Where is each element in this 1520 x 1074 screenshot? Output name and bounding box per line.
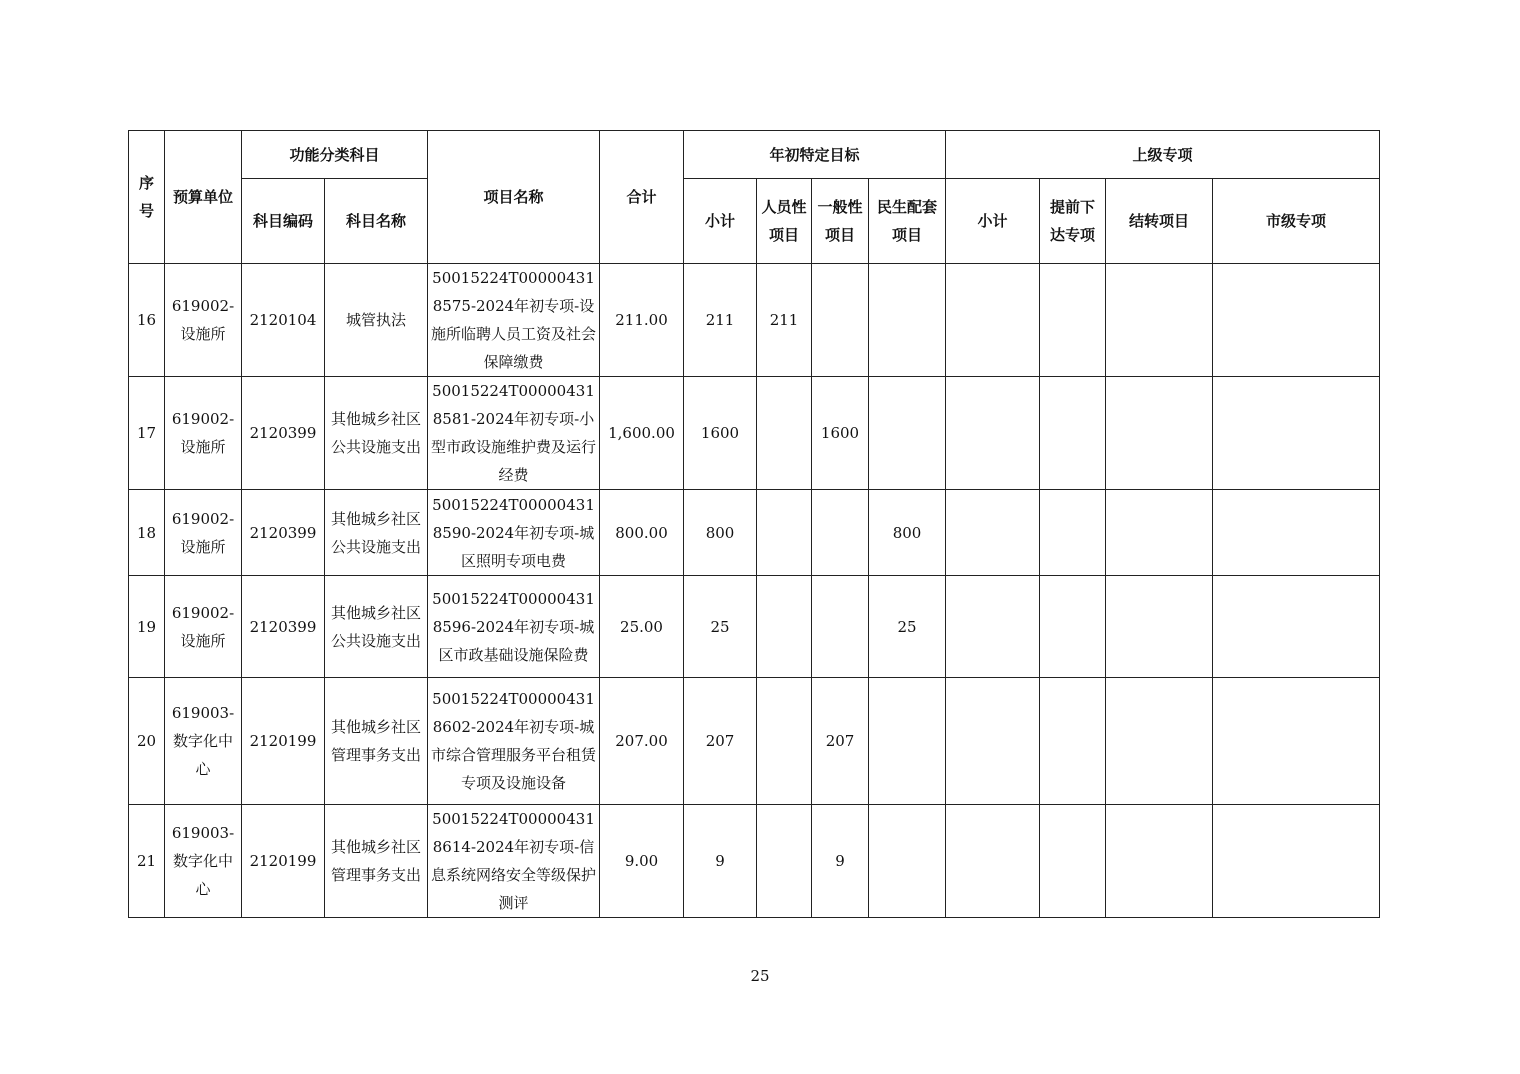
cell-livelihood: 25 bbox=[869, 576, 946, 678]
cell-code: 2120399 bbox=[242, 576, 325, 678]
cell-total: 9.00 bbox=[600, 805, 684, 918]
budget-table bbox=[128, 130, 1380, 918]
cell-carryover bbox=[1106, 678, 1213, 805]
cell-municipal bbox=[1213, 678, 1380, 805]
cell-project: 50015224T000004318602-2024年初专项-城市综合管理服务平台租赁专项及设施设备 bbox=[428, 678, 600, 805]
cell-general: 207 bbox=[812, 678, 869, 805]
table-row bbox=[129, 678, 1380, 805]
cell-unit: 619002-设施所 bbox=[165, 576, 242, 678]
cell-subtotal: 1600 bbox=[684, 377, 757, 490]
cell-advance bbox=[1040, 678, 1106, 805]
cell-livelihood bbox=[869, 264, 946, 377]
cell-superior-subtotal bbox=[946, 678, 1040, 805]
cell-total: 25.00 bbox=[600, 576, 684, 678]
cell-advance bbox=[1040, 490, 1106, 576]
cell-unit: 619003-数字化中心 bbox=[165, 678, 242, 805]
cell-subtotal: 800 bbox=[684, 490, 757, 576]
cell-total: 1,600.00 bbox=[600, 377, 684, 490]
header-superior: 上级专项 bbox=[946, 131, 1380, 179]
cell-livelihood: 800 bbox=[869, 490, 946, 576]
header-unit: 预算单位 bbox=[165, 131, 242, 264]
cell-livelihood bbox=[869, 678, 946, 805]
table-row bbox=[129, 576, 1380, 678]
page-number: 25 bbox=[750, 967, 770, 985]
cell-municipal bbox=[1213, 805, 1380, 918]
header-livelihood: 民生配套项目 bbox=[869, 179, 946, 264]
cell-subtotal: 211 bbox=[684, 264, 757, 377]
cell-superior-subtotal bbox=[946, 576, 1040, 678]
cell-total: 211.00 bbox=[600, 264, 684, 377]
header-target-subtotal: 小计 bbox=[684, 179, 757, 264]
cell-superior-subtotal bbox=[946, 264, 1040, 377]
table-row bbox=[129, 805, 1380, 918]
cell-subtotal: 9 bbox=[684, 805, 757, 918]
header-carryover: 结转项目 bbox=[1106, 179, 1213, 264]
header-general: 一般性项目 bbox=[812, 179, 869, 264]
cell-code: 2120399 bbox=[242, 490, 325, 576]
cell-unit: 619002-设施所 bbox=[165, 377, 242, 490]
table-row bbox=[129, 264, 1380, 377]
cell-municipal bbox=[1213, 264, 1380, 377]
cell-carryover bbox=[1106, 264, 1213, 377]
cell-project: 50015224T000004318614-2024年初专项-信息系统网络安全等级保护测评 bbox=[428, 805, 600, 918]
cell-personnel bbox=[757, 805, 812, 918]
cell-total: 800.00 bbox=[600, 490, 684, 576]
cell-general bbox=[812, 490, 869, 576]
cell-seq: 21 bbox=[129, 805, 165, 918]
cell-unit: 619003-数字化中心 bbox=[165, 805, 242, 918]
cell-subtotal: 207 bbox=[684, 678, 757, 805]
cell-general: 9 bbox=[812, 805, 869, 918]
cell-seq: 20 bbox=[129, 678, 165, 805]
header-project-name: 项目名称 bbox=[428, 131, 600, 264]
header-advance: 提前下达专项 bbox=[1040, 179, 1106, 264]
cell-subject: 城管执法 bbox=[325, 264, 428, 377]
cell-carryover bbox=[1106, 377, 1213, 490]
cell-code: 2120199 bbox=[242, 678, 325, 805]
header-func-category: 功能分类科目 bbox=[242, 131, 428, 179]
cell-seq: 17 bbox=[129, 377, 165, 490]
cell-advance bbox=[1040, 576, 1106, 678]
cell-project: 50015224T000004318581-2024年初专项-小型市政设施维护费及运行经费 bbox=[428, 377, 600, 490]
header-total: 合计 bbox=[600, 131, 684, 264]
cell-subject: 其他城乡社区公共设施支出 bbox=[325, 377, 428, 490]
cell-personnel bbox=[757, 678, 812, 805]
cell-superior-subtotal bbox=[946, 377, 1040, 490]
cell-code: 2120199 bbox=[242, 805, 325, 918]
cell-livelihood bbox=[869, 805, 946, 918]
cell-superior-subtotal bbox=[946, 805, 1040, 918]
cell-unit: 619002-设施所 bbox=[165, 490, 242, 576]
cell-seq: 18 bbox=[129, 490, 165, 576]
header-annual-target: 年初特定目标 bbox=[684, 131, 946, 179]
cell-unit: 619002-设施所 bbox=[165, 264, 242, 377]
cell-seq: 19 bbox=[129, 576, 165, 678]
header-seq: 序号 bbox=[129, 131, 165, 264]
cell-subject: 其他城乡社区公共设施支出 bbox=[325, 576, 428, 678]
cell-municipal bbox=[1213, 576, 1380, 678]
cell-advance bbox=[1040, 264, 1106, 377]
cell-advance bbox=[1040, 805, 1106, 918]
cell-municipal bbox=[1213, 490, 1380, 576]
cell-general: 1600 bbox=[812, 377, 869, 490]
cell-superior-subtotal bbox=[946, 490, 1040, 576]
cell-subject: 其他城乡社区管理事务支出 bbox=[325, 678, 428, 805]
table-row bbox=[129, 377, 1380, 490]
cell-carryover bbox=[1106, 805, 1213, 918]
cell-advance bbox=[1040, 377, 1106, 490]
table-row bbox=[129, 490, 1380, 576]
cell-personnel: 211 bbox=[757, 264, 812, 377]
header-municipal: 市级专项 bbox=[1213, 179, 1380, 264]
cell-code: 2120104 bbox=[242, 264, 325, 377]
header-superior-subtotal: 小计 bbox=[946, 179, 1040, 264]
cell-project: 50015224T000004318596-2024年初专项-城区市政基础设施保险费 bbox=[428, 576, 600, 678]
cell-general bbox=[812, 576, 869, 678]
cell-carryover bbox=[1106, 576, 1213, 678]
cell-subtotal: 25 bbox=[684, 576, 757, 678]
cell-project: 50015224T000004318590-2024年初专项-城区照明专项电费 bbox=[428, 490, 600, 576]
cell-personnel bbox=[757, 377, 812, 490]
cell-carryover bbox=[1106, 490, 1213, 576]
cell-general bbox=[812, 264, 869, 377]
cell-personnel bbox=[757, 490, 812, 576]
cell-subject: 其他城乡社区公共设施支出 bbox=[325, 490, 428, 576]
cell-livelihood bbox=[869, 377, 946, 490]
header-personnel: 人员性项目 bbox=[757, 179, 812, 264]
cell-total: 207.00 bbox=[600, 678, 684, 805]
cell-project: 50015224T000004318575-2024年初专项-设施所临聘人员工资及社会保障缴费 bbox=[428, 264, 600, 377]
header-subject-name: 科目名称 bbox=[325, 179, 428, 264]
header-subject-code: 科目编码 bbox=[242, 179, 325, 264]
cell-seq: 16 bbox=[129, 264, 165, 377]
cell-subject: 其他城乡社区管理事务支出 bbox=[325, 805, 428, 918]
cell-personnel bbox=[757, 576, 812, 678]
cell-code: 2120399 bbox=[242, 377, 325, 490]
cell-municipal bbox=[1213, 377, 1380, 490]
